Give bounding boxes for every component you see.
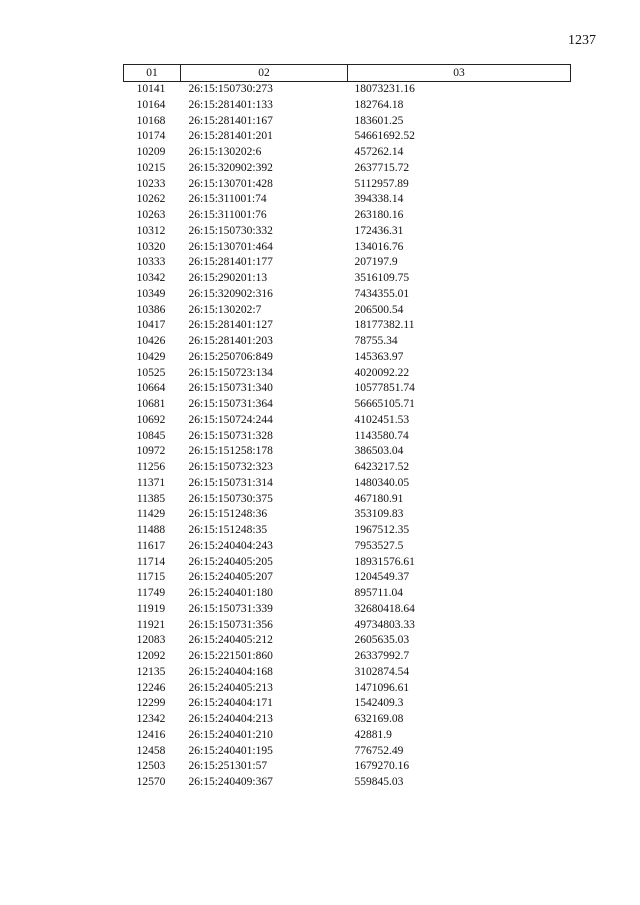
cell-cadastral-number: 26:15:130202:6 bbox=[188, 146, 262, 158]
cell-value: 3102874.54 bbox=[354, 665, 410, 678]
cell-value: 6423217.52 bbox=[354, 461, 410, 473]
table-row bbox=[124, 208, 571, 224]
table-row bbox=[124, 728, 571, 744]
cell-cadastral-number: 26:15:150731:364 bbox=[188, 398, 273, 410]
cell-value: 1542409.3 bbox=[354, 697, 404, 710]
cell-cadastral-number: 26:15:150731:339 bbox=[188, 602, 273, 615]
cell-value: 42881.9 bbox=[354, 728, 392, 741]
cell-value: 32680418.64 bbox=[354, 602, 415, 615]
cell-value: 3516109.75 bbox=[354, 272, 410, 284]
table-row bbox=[124, 618, 571, 634]
cell-value: 56665105.71 bbox=[354, 398, 415, 410]
table-row bbox=[124, 413, 571, 429]
table-row bbox=[124, 759, 571, 775]
cell-value: 7953527.5 bbox=[354, 539, 404, 552]
cell-id: 12083 bbox=[136, 634, 166, 647]
cell-value: 1967512.35 bbox=[354, 524, 410, 536]
table-row bbox=[124, 98, 571, 114]
cell-id: 12135 bbox=[136, 665, 166, 678]
cell-value: 145363.97 bbox=[354, 350, 404, 363]
cell-cadastral-number: 26:15:150730:332 bbox=[188, 224, 273, 237]
cell-id: 11921 bbox=[136, 618, 166, 631]
cell-id: 10692 bbox=[136, 413, 166, 426]
cell-value: 5112957.89 bbox=[354, 177, 409, 190]
cell-id: 11371 bbox=[136, 476, 166, 489]
cell-id: 12503 bbox=[136, 760, 166, 773]
table-row bbox=[124, 381, 571, 397]
cell-value: 206500.54 bbox=[354, 303, 404, 316]
cell-value: 26337992.7 bbox=[354, 650, 410, 662]
table-row bbox=[124, 649, 571, 665]
cell-cadastral-number: 26:15:150724:244 bbox=[188, 413, 273, 426]
cell-cadastral-number: 26:15:281401:133 bbox=[188, 98, 273, 111]
cell-id: 11749 bbox=[136, 587, 166, 599]
cell-cadastral-number: 26:15:311001:76 bbox=[188, 209, 267, 221]
cell-value: 7434355.01 bbox=[354, 287, 410, 300]
table-row bbox=[124, 665, 571, 681]
table-row bbox=[124, 287, 571, 303]
cell-cadastral-number: 26:15:130701:428 bbox=[188, 177, 273, 190]
cell-id: 10664 bbox=[136, 382, 166, 395]
cell-value: 183601.25 bbox=[354, 114, 404, 127]
table-row bbox=[124, 334, 571, 350]
cell-id: 10215 bbox=[136, 161, 166, 174]
cell-id: 11617 bbox=[136, 539, 166, 552]
table-header bbox=[124, 65, 571, 82]
cell-id: 10972 bbox=[136, 445, 166, 458]
header-col-03: 03 bbox=[348, 65, 571, 82]
cell-cadastral-number: 26:15:240405:207 bbox=[188, 571, 273, 584]
cell-id: 12570 bbox=[136, 776, 166, 788]
table-row bbox=[124, 366, 571, 382]
cell-cadastral-number: 26:15:320902:392 bbox=[188, 161, 273, 174]
cell-value: 78755.34 bbox=[354, 335, 398, 347]
cell-value: 1480340.05 bbox=[354, 476, 410, 489]
cell-cadastral-number: 26:15:130202:7 bbox=[188, 303, 262, 316]
cell-id: 10209 bbox=[136, 146, 166, 158]
table-row bbox=[124, 192, 571, 208]
cell-value: 1143580.74 bbox=[354, 429, 409, 442]
table-row bbox=[124, 161, 571, 177]
cell-value: 207197.9 bbox=[354, 256, 398, 269]
cell-cadastral-number: 26:15:281401:177 bbox=[188, 256, 273, 269]
table-row bbox=[124, 775, 571, 791]
table-row bbox=[124, 429, 571, 445]
cell-value: 632169.08 bbox=[354, 713, 404, 725]
cell-cadastral-number: 26:15:130701:464 bbox=[188, 240, 273, 253]
cell-value: 386503.04 bbox=[354, 445, 404, 458]
cell-cadastral-number: 26:15:240404:243 bbox=[188, 539, 273, 552]
cell-cadastral-number: 26:15:150731:328 bbox=[188, 429, 273, 442]
table-row bbox=[124, 82, 571, 98]
cell-value: 18177382.11 bbox=[354, 319, 415, 332]
cell-id: 10312 bbox=[136, 224, 166, 237]
cell-id: 12092 bbox=[136, 650, 166, 662]
cell-value: 353109.83 bbox=[354, 508, 404, 521]
cell-id: 10525 bbox=[136, 366, 166, 379]
cell-cadastral-number: 26:15:151248:35 bbox=[188, 524, 268, 536]
cell-value: 1204549.37 bbox=[354, 571, 410, 584]
cell-value: 2605635.03 bbox=[354, 634, 410, 647]
cell-id: 11714 bbox=[136, 555, 166, 568]
cell-value: 49734803.33 bbox=[354, 618, 415, 631]
cell-value: 263180.16 bbox=[354, 209, 404, 221]
cell-value: 134016.76 bbox=[354, 240, 404, 253]
cell-id: 12416 bbox=[136, 728, 166, 741]
cell-id: 12342 bbox=[136, 713, 166, 725]
cell-cadastral-number: 26:15:290201:13 bbox=[188, 272, 268, 284]
table-row bbox=[124, 444, 571, 460]
table-row bbox=[124, 177, 571, 193]
table-row bbox=[124, 397, 571, 413]
cell-value: 895711.04 bbox=[354, 587, 403, 599]
cell-cadastral-number: 26:15:311001:74 bbox=[188, 193, 267, 206]
cell-cadastral-number: 26:15:240405:205 bbox=[188, 555, 273, 568]
header-row bbox=[124, 65, 571, 82]
table-row bbox=[124, 507, 571, 523]
cell-value: 1471096.61 bbox=[354, 681, 410, 694]
cell-value: 394338.14 bbox=[354, 193, 404, 206]
cell-id: 10386 bbox=[136, 303, 166, 316]
cell-id: 10681 bbox=[136, 398, 166, 410]
cell-cadastral-number: 26:15:221501:860 bbox=[188, 650, 273, 662]
cell-cadastral-number: 26:15:240404:213 bbox=[188, 713, 273, 725]
cell-cadastral-number: 26:15:151258:178 bbox=[188, 445, 273, 458]
table-row bbox=[124, 633, 571, 649]
cell-value: 4102451.53 bbox=[354, 413, 410, 426]
cell-cadastral-number: 26:15:240401:195 bbox=[188, 744, 273, 757]
cell-id: 12458 bbox=[136, 744, 166, 757]
cell-cadastral-number: 26:15:150730:375 bbox=[188, 492, 273, 505]
table-body bbox=[124, 82, 571, 791]
cell-value: 2637715.72 bbox=[354, 161, 410, 174]
cell-id: 10168 bbox=[136, 114, 166, 127]
cell-id: 10333 bbox=[136, 256, 166, 269]
cell-value: 1679270.16 bbox=[354, 760, 410, 773]
cell-cadastral-number: 26:15:320902:316 bbox=[188, 287, 273, 300]
cell-id: 10426 bbox=[136, 335, 166, 347]
cell-cadastral-number: 26:15:151248:36 bbox=[188, 508, 268, 521]
cell-cadastral-number: 26:15:150723:134 bbox=[188, 366, 273, 379]
cell-value: 172436.31 bbox=[354, 224, 404, 237]
cell-id: 10164 bbox=[136, 98, 166, 111]
table-row bbox=[124, 255, 571, 271]
cell-cadastral-number: 26:15:150730:273 bbox=[188, 83, 273, 95]
cell-id: 11385 bbox=[136, 492, 166, 505]
cell-id: 10263 bbox=[136, 209, 166, 221]
cell-value: 4020092.22 bbox=[354, 366, 410, 379]
table-row bbox=[124, 744, 571, 760]
cell-value: 54661692.52 bbox=[354, 130, 415, 143]
cell-cadastral-number: 26:15:150731:314 bbox=[188, 476, 273, 489]
cell-id: 11429 bbox=[136, 508, 166, 521]
cell-cadastral-number: 26:15:281401:203 bbox=[188, 335, 273, 347]
cell-id: 10320 bbox=[136, 240, 166, 253]
cell-value: 18931576.61 bbox=[354, 555, 415, 568]
cell-cadastral-number: 26:15:240401:180 bbox=[188, 587, 273, 599]
table-row bbox=[124, 602, 571, 618]
cell-cadastral-number: 26:15:240405:212 bbox=[188, 634, 273, 647]
table-row bbox=[124, 129, 571, 145]
table-row bbox=[124, 555, 571, 571]
cell-id: 10141 bbox=[136, 83, 166, 95]
cell-cadastral-number: 26:15:150731:356 bbox=[188, 618, 273, 631]
table-row bbox=[124, 523, 571, 539]
cell-cadastral-number: 26:15:150731:340 bbox=[188, 382, 273, 395]
table-row bbox=[124, 696, 571, 712]
cell-cadastral-number: 26:15:251301:57 bbox=[188, 760, 268, 773]
table-row bbox=[124, 586, 571, 602]
table-row bbox=[124, 476, 571, 492]
table-row bbox=[124, 570, 571, 586]
table-row bbox=[124, 318, 571, 334]
cell-id: 11715 bbox=[136, 571, 166, 584]
cell-id: 11488 bbox=[136, 524, 166, 536]
table-row bbox=[124, 350, 571, 366]
table-row bbox=[124, 224, 571, 240]
cell-cadastral-number: 26:15:281401:201 bbox=[188, 130, 273, 143]
cell-value: 18073231.16 bbox=[354, 83, 415, 95]
page-number: 1237 bbox=[568, 33, 596, 48]
cell-id: 12299 bbox=[136, 697, 166, 710]
table-row bbox=[124, 114, 571, 130]
table-row bbox=[124, 303, 571, 319]
cell-id: 10233 bbox=[136, 177, 166, 190]
data-table bbox=[123, 64, 571, 791]
cell-cadastral-number: 26:15:281401:167 bbox=[188, 114, 273, 127]
header-col-02: 02 bbox=[181, 65, 348, 82]
cell-id: 11256 bbox=[136, 461, 166, 473]
cell-value: 559845.03 bbox=[354, 776, 404, 788]
cell-id: 10845 bbox=[136, 429, 166, 442]
cell-cadastral-number: 26:15:240404:171 bbox=[188, 697, 273, 710]
cell-id: 10262 bbox=[136, 193, 166, 206]
cell-id: 10417 bbox=[136, 319, 166, 332]
table-row bbox=[124, 492, 571, 508]
cell-id: 10342 bbox=[136, 272, 166, 284]
cell-value: 467180.91 bbox=[354, 492, 404, 505]
cell-id: 10174 bbox=[136, 130, 166, 143]
header-col-01: 01 bbox=[124, 65, 181, 82]
cell-cadastral-number: 26:15:281401:127 bbox=[188, 319, 273, 332]
cell-cadastral-number: 26:15:240401:210 bbox=[188, 728, 273, 741]
cell-cadastral-number: 26:15:250706:849 bbox=[188, 350, 273, 363]
table-row bbox=[124, 240, 571, 256]
cell-id: 10349 bbox=[136, 287, 166, 300]
table-row bbox=[124, 271, 571, 287]
cell-value: 182764.18 bbox=[354, 98, 404, 111]
cell-cadastral-number: 26:15:240404:168 bbox=[188, 665, 273, 678]
cell-id: 10429 bbox=[136, 350, 166, 363]
table-row bbox=[124, 681, 571, 697]
cell-value: 776752.49 bbox=[354, 744, 404, 757]
cell-id: 12246 bbox=[136, 681, 166, 694]
table-row bbox=[124, 145, 571, 161]
table-row bbox=[124, 460, 571, 476]
table-row bbox=[124, 712, 571, 728]
cell-cadastral-number: 26:15:150732:323 bbox=[188, 461, 273, 473]
cell-cadastral-number: 26:15:240405:213 bbox=[188, 681, 273, 694]
cell-cadastral-number: 26:15:240409:367 bbox=[188, 776, 273, 788]
cell-id: 11919 bbox=[136, 602, 166, 615]
cell-value: 10577851.74 bbox=[354, 382, 415, 395]
cell-value: 457262.14 bbox=[354, 146, 404, 158]
table-row bbox=[124, 539, 571, 555]
